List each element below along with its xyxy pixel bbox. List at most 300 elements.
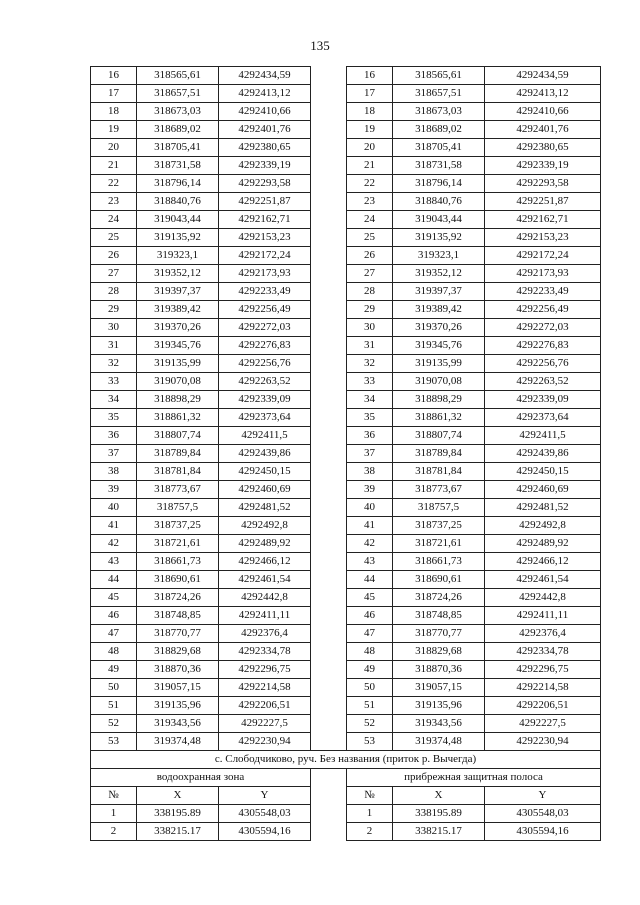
y-coordinate-cell: 4292450,15 [219, 463, 311, 481]
table-row [91, 283, 601, 301]
y-coordinate-cell: 4292492,8 [485, 517, 601, 535]
table-row [91, 265, 601, 283]
table-row [91, 805, 601, 823]
point-number-cell: 36 [347, 427, 393, 445]
table-row [91, 409, 601, 427]
point-number-cell: 26 [347, 247, 393, 265]
y-coordinate-cell: 4292339,09 [219, 391, 311, 409]
y-coordinate-cell: 4292293,58 [485, 175, 601, 193]
column-gap [311, 391, 347, 409]
x-coordinate-cell: 318689,02 [137, 121, 219, 139]
column-gap [311, 121, 347, 139]
x-coordinate-cell: 318748,85 [137, 607, 219, 625]
x-coordinate-cell: 318789,84 [137, 445, 219, 463]
x-coordinate-cell: 318861,32 [393, 409, 485, 427]
x-coordinate-cell: 319323,1 [137, 247, 219, 265]
zone-heading-row [91, 769, 601, 787]
y-coordinate-cell: 4305594,16 [485, 823, 601, 841]
column-gap [311, 409, 347, 427]
y-coordinate-cell: 4292411,5 [485, 427, 601, 445]
y-coordinate-cell: 4292251,87 [219, 193, 311, 211]
point-number-cell: 32 [91, 355, 137, 373]
point-number-cell: 38 [91, 463, 137, 481]
y-coordinate-cell: 4292153,23 [485, 229, 601, 247]
x-coordinate-cell: 318748,85 [393, 607, 485, 625]
x-coordinate-cell: 338195.89 [137, 805, 219, 823]
table-row [91, 211, 601, 229]
point-number-cell: 26 [91, 247, 137, 265]
table-row [91, 373, 601, 391]
y-coordinate-cell: 4292233,49 [219, 283, 311, 301]
x-coordinate-cell: 319397,37 [393, 283, 485, 301]
point-number-cell: 39 [347, 481, 393, 499]
y-coordinate-cell: 4292461,54 [219, 571, 311, 589]
column-gap [311, 211, 347, 229]
point-number-cell: 29 [347, 301, 393, 319]
point-number-cell: 52 [347, 715, 393, 733]
x-coordinate-cell: 319370,26 [393, 319, 485, 337]
y-coordinate-cell: 4292334,78 [219, 643, 311, 661]
column-gap [311, 139, 347, 157]
column-gap [311, 607, 347, 625]
y-coordinate-cell: 4305594,16 [219, 823, 311, 841]
point-number-cell: 40 [91, 499, 137, 517]
point-number-cell: 47 [347, 625, 393, 643]
column-gap [311, 445, 347, 463]
y-coordinate-cell: 4292263,52 [485, 373, 601, 391]
column-gap [311, 553, 347, 571]
table-row [91, 67, 601, 85]
x-coordinate-cell: 318657,51 [137, 85, 219, 103]
y-coordinate-cell: 4292413,12 [219, 85, 311, 103]
coordinates-table [90, 66, 601, 841]
y-coordinate-cell: 4292489,92 [485, 535, 601, 553]
x-coordinate-cell: 319043,44 [137, 211, 219, 229]
point-number-cell: 34 [347, 391, 393, 409]
x-coordinate-cell: 318807,74 [393, 427, 485, 445]
y-coordinate-cell: 4292442,8 [219, 589, 311, 607]
water-protection-zone-heading: водоохранная зона [91, 769, 311, 787]
x-coordinate-cell: 319397,37 [137, 283, 219, 301]
y-coordinate-cell: 4292410,66 [219, 103, 311, 121]
y-coordinate-cell: 4292460,69 [485, 481, 601, 499]
table-row [91, 607, 601, 625]
column-gap [311, 229, 347, 247]
point-number-cell: 46 [91, 607, 137, 625]
table-row [91, 481, 601, 499]
y-coordinate-cell: 4292206,51 [485, 697, 601, 715]
column-gap [311, 805, 347, 823]
table-row [91, 553, 601, 571]
point-number-cell: 24 [347, 211, 393, 229]
point-number-cell: 27 [91, 265, 137, 283]
table-row [91, 643, 601, 661]
point-number-cell: 38 [347, 463, 393, 481]
column-gap [311, 67, 347, 85]
y-coordinate-cell: 4292489,92 [219, 535, 311, 553]
point-number-cell: 42 [91, 535, 137, 553]
point-number-cell: 16 [347, 67, 393, 85]
y-coordinate-cell: 4292214,58 [219, 679, 311, 697]
x-coordinate-cell: 319343,56 [393, 715, 485, 733]
x-coordinate-cell: 318673,03 [393, 103, 485, 121]
point-number-cell: 31 [347, 337, 393, 355]
column-gap [311, 535, 347, 553]
y-coordinate-cell: 4292339,19 [485, 157, 601, 175]
point-number-cell: 22 [347, 175, 393, 193]
y-coordinate-cell: 4292401,76 [485, 121, 601, 139]
column-header-x: X [137, 787, 219, 805]
x-coordinate-cell: 318870,36 [393, 661, 485, 679]
column-gap [311, 157, 347, 175]
y-coordinate-cell: 4292272,03 [219, 319, 311, 337]
table-row [91, 661, 601, 679]
table-row [91, 823, 601, 841]
column-gap [311, 643, 347, 661]
x-coordinate-cell: 338215.17 [137, 823, 219, 841]
point-number-cell: 29 [91, 301, 137, 319]
column-header-y: Y [485, 787, 601, 805]
point-number-cell: 23 [91, 193, 137, 211]
table-row [91, 121, 601, 139]
table-row [91, 229, 601, 247]
x-coordinate-cell: 319070,08 [393, 373, 485, 391]
section-title: с. Слободчиково, руч. Без названия (приток р. Вычегда) [91, 751, 601, 769]
y-coordinate-cell: 4292461,54 [485, 571, 601, 589]
x-coordinate-cell: 319370,26 [137, 319, 219, 337]
column-gap [311, 715, 347, 733]
y-coordinate-cell: 4292172,24 [219, 247, 311, 265]
y-coordinate-cell: 4292263,52 [219, 373, 311, 391]
x-coordinate-cell: 318565,61 [137, 67, 219, 85]
y-coordinate-cell: 4292276,83 [219, 337, 311, 355]
x-coordinate-cell: 318737,25 [393, 517, 485, 535]
y-coordinate-cell: 4292380,65 [219, 139, 311, 157]
table-row [91, 679, 601, 697]
point-number-cell: 24 [91, 211, 137, 229]
y-coordinate-cell: 4292227,5 [219, 715, 311, 733]
table-row [91, 715, 601, 733]
point-number-cell: 1 [91, 805, 137, 823]
column-gap [311, 193, 347, 211]
point-number-cell: 20 [91, 139, 137, 157]
y-coordinate-cell: 4292230,94 [219, 733, 311, 751]
point-number-cell: 48 [91, 643, 137, 661]
column-gap [311, 427, 347, 445]
column-gap [311, 175, 347, 193]
column-gap [311, 769, 347, 787]
y-coordinate-cell: 4292276,83 [485, 337, 601, 355]
point-number-cell: 41 [347, 517, 393, 535]
x-coordinate-cell: 318689,02 [393, 121, 485, 139]
y-coordinate-cell: 4292272,03 [485, 319, 601, 337]
point-number-cell: 25 [347, 229, 393, 247]
point-number-cell: 50 [347, 679, 393, 697]
x-coordinate-cell: 319352,12 [137, 265, 219, 283]
x-coordinate-cell: 318721,61 [393, 535, 485, 553]
y-coordinate-cell: 4292173,93 [485, 265, 601, 283]
point-number-cell: 1 [347, 805, 393, 823]
x-coordinate-cell: 319374,48 [393, 733, 485, 751]
table-row [91, 157, 601, 175]
x-coordinate-cell: 318721,61 [137, 535, 219, 553]
column-gap [311, 355, 347, 373]
point-number-cell: 21 [347, 157, 393, 175]
point-number-cell: 23 [347, 193, 393, 211]
column-gap [311, 319, 347, 337]
x-coordinate-cell: 318796,14 [393, 175, 485, 193]
column-gap [311, 373, 347, 391]
column-gap [311, 265, 347, 283]
column-gap [311, 697, 347, 715]
y-coordinate-cell: 4292413,12 [485, 85, 601, 103]
x-coordinate-cell: 318705,41 [393, 139, 485, 157]
y-coordinate-cell: 4292376,4 [219, 625, 311, 643]
point-number-cell: 28 [347, 283, 393, 301]
x-coordinate-cell: 318770,77 [137, 625, 219, 643]
y-coordinate-cell: 4292481,52 [485, 499, 601, 517]
x-coordinate-cell: 319343,56 [137, 715, 219, 733]
point-number-cell: 34 [91, 391, 137, 409]
point-number-cell: 41 [91, 517, 137, 535]
point-number-cell: 18 [91, 103, 137, 121]
x-coordinate-cell: 318773,67 [137, 481, 219, 499]
y-coordinate-cell: 4292251,87 [485, 193, 601, 211]
point-number-cell: 52 [91, 715, 137, 733]
column-gap [311, 589, 347, 607]
table-row [91, 571, 601, 589]
x-coordinate-cell: 319135,96 [137, 697, 219, 715]
point-number-cell: 45 [347, 589, 393, 607]
point-number-cell: 35 [347, 409, 393, 427]
y-coordinate-cell: 4292460,69 [219, 481, 311, 499]
point-number-cell: 51 [91, 697, 137, 715]
y-coordinate-cell: 4292214,58 [485, 679, 601, 697]
x-coordinate-cell: 319352,12 [393, 265, 485, 283]
point-number-cell: 45 [91, 589, 137, 607]
y-coordinate-cell: 4292410,66 [485, 103, 601, 121]
point-number-cell: 46 [347, 607, 393, 625]
x-coordinate-cell: 319057,15 [393, 679, 485, 697]
x-coordinate-cell: 318657,51 [393, 85, 485, 103]
table-row [91, 517, 601, 535]
y-coordinate-cell: 4292466,12 [485, 553, 601, 571]
column-header-x: X [393, 787, 485, 805]
y-coordinate-cell: 4305548,03 [219, 805, 311, 823]
y-coordinate-cell: 4292376,4 [485, 625, 601, 643]
column-gap [311, 103, 347, 121]
y-coordinate-cell: 4292256,76 [485, 355, 601, 373]
table-row [91, 85, 601, 103]
x-coordinate-cell: 319135,99 [393, 355, 485, 373]
x-coordinate-cell: 318731,58 [137, 157, 219, 175]
table-row [91, 139, 601, 157]
table-row [91, 733, 601, 751]
column-gap [311, 301, 347, 319]
point-number-cell: 42 [347, 535, 393, 553]
table-row [91, 319, 601, 337]
point-number-cell: 49 [347, 661, 393, 679]
y-coordinate-cell: 4292173,93 [219, 265, 311, 283]
column-gap [311, 679, 347, 697]
point-number-cell: 48 [347, 643, 393, 661]
point-number-cell: 47 [91, 625, 137, 643]
point-number-cell: 40 [347, 499, 393, 517]
point-number-cell: 53 [91, 733, 137, 751]
x-coordinate-cell: 338215.17 [393, 823, 485, 841]
table-row [91, 445, 601, 463]
column-gap [311, 625, 347, 643]
column-gap [311, 733, 347, 751]
y-coordinate-cell: 4292162,71 [485, 211, 601, 229]
y-coordinate-cell: 4292256,49 [219, 301, 311, 319]
point-number-cell: 39 [91, 481, 137, 499]
table-row [91, 589, 601, 607]
column-gap [311, 517, 347, 535]
column-header-no: № [91, 787, 137, 805]
x-coordinate-cell: 318840,76 [137, 193, 219, 211]
y-coordinate-cell: 4292450,15 [485, 463, 601, 481]
x-coordinate-cell: 319135,92 [393, 229, 485, 247]
x-coordinate-cell: 318898,29 [137, 391, 219, 409]
y-coordinate-cell: 4292339,09 [485, 391, 601, 409]
point-number-cell: 31 [91, 337, 137, 355]
point-number-cell: 22 [91, 175, 137, 193]
point-number-cell: 33 [347, 373, 393, 391]
x-coordinate-cell: 318773,67 [393, 481, 485, 499]
y-coordinate-cell: 4292434,59 [219, 67, 311, 85]
x-coordinate-cell: 319070,08 [137, 373, 219, 391]
y-coordinate-cell: 4292206,51 [219, 697, 311, 715]
point-number-cell: 44 [91, 571, 137, 589]
page-number: 135 [310, 38, 330, 53]
y-coordinate-cell: 4292439,86 [219, 445, 311, 463]
x-coordinate-cell: 318690,61 [137, 571, 219, 589]
column-gap [311, 481, 347, 499]
point-number-cell: 50 [91, 679, 137, 697]
x-coordinate-cell: 318565,61 [393, 67, 485, 85]
point-number-cell: 2 [91, 823, 137, 841]
column-header-no: № [347, 787, 393, 805]
y-coordinate-cell: 4292227,5 [485, 715, 601, 733]
x-coordinate-cell: 318781,84 [393, 463, 485, 481]
table-row [91, 535, 601, 553]
x-coordinate-cell: 318673,03 [137, 103, 219, 121]
x-coordinate-cell: 318770,77 [393, 625, 485, 643]
x-coordinate-cell: 319374,48 [137, 733, 219, 751]
column-gap [311, 571, 347, 589]
y-coordinate-cell: 4292373,64 [219, 409, 311, 427]
x-coordinate-cell: 318829,68 [137, 643, 219, 661]
point-number-cell: 37 [91, 445, 137, 463]
x-coordinate-cell: 318724,26 [393, 589, 485, 607]
y-coordinate-cell: 4305548,03 [485, 805, 601, 823]
table-row [91, 427, 601, 445]
y-coordinate-cell: 4292411,11 [485, 607, 601, 625]
x-coordinate-cell: 319345,76 [393, 337, 485, 355]
table-row [91, 301, 601, 319]
point-number-cell: 19 [347, 121, 393, 139]
point-number-cell: 53 [347, 733, 393, 751]
x-coordinate-cell: 318757,5 [393, 499, 485, 517]
point-number-cell: 44 [347, 571, 393, 589]
y-coordinate-cell: 4292162,71 [219, 211, 311, 229]
table-row [91, 247, 601, 265]
y-coordinate-cell: 4292411,5 [219, 427, 311, 445]
table-row [91, 463, 601, 481]
y-coordinate-cell: 4292293,58 [219, 175, 311, 193]
point-number-cell: 17 [91, 85, 137, 103]
coastal-strip-heading: прибрежная защитная полоса [347, 769, 601, 787]
y-coordinate-cell: 4292256,49 [485, 301, 601, 319]
y-coordinate-cell: 4292296,75 [485, 661, 601, 679]
point-number-cell: 33 [91, 373, 137, 391]
column-gap [311, 661, 347, 679]
table-row [91, 103, 601, 121]
table-row [91, 175, 601, 193]
column-gap [311, 85, 347, 103]
x-coordinate-cell: 318807,74 [137, 427, 219, 445]
column-gap [311, 499, 347, 517]
point-number-cell: 19 [91, 121, 137, 139]
y-coordinate-cell: 4292434,59 [485, 67, 601, 85]
y-coordinate-cell: 4292339,19 [219, 157, 311, 175]
y-coordinate-cell: 4292411,11 [219, 607, 311, 625]
table-row [91, 499, 601, 517]
point-number-cell: 20 [347, 139, 393, 157]
x-coordinate-cell: 319345,76 [137, 337, 219, 355]
x-coordinate-cell: 338195.89 [393, 805, 485, 823]
column-gap [311, 823, 347, 841]
x-coordinate-cell: 318789,84 [393, 445, 485, 463]
x-coordinate-cell: 319389,42 [393, 301, 485, 319]
point-number-cell: 2 [347, 823, 393, 841]
point-number-cell: 30 [347, 319, 393, 337]
table-row [91, 697, 601, 715]
column-gap [311, 463, 347, 481]
column-header-y: Y [219, 787, 311, 805]
point-number-cell: 36 [91, 427, 137, 445]
point-number-cell: 32 [347, 355, 393, 373]
column-header-row [91, 787, 601, 805]
column-gap [311, 787, 347, 805]
x-coordinate-cell: 319135,99 [137, 355, 219, 373]
x-coordinate-cell: 318781,84 [137, 463, 219, 481]
table-row [91, 355, 601, 373]
y-coordinate-cell: 4292296,75 [219, 661, 311, 679]
y-coordinate-cell: 4292230,94 [485, 733, 601, 751]
x-coordinate-cell: 318737,25 [137, 517, 219, 535]
point-number-cell: 37 [347, 445, 393, 463]
x-coordinate-cell: 318724,26 [137, 589, 219, 607]
table-row [91, 337, 601, 355]
section-title-row [91, 751, 601, 769]
x-coordinate-cell: 318829,68 [393, 643, 485, 661]
x-coordinate-cell: 318757,5 [137, 499, 219, 517]
x-coordinate-cell: 318840,76 [393, 193, 485, 211]
column-gap [311, 283, 347, 301]
x-coordinate-cell: 318870,36 [137, 661, 219, 679]
column-gap [311, 247, 347, 265]
y-coordinate-cell: 4292481,52 [219, 499, 311, 517]
y-coordinate-cell: 4292256,76 [219, 355, 311, 373]
x-coordinate-cell: 319389,42 [137, 301, 219, 319]
point-number-cell: 25 [91, 229, 137, 247]
x-coordinate-cell: 319323,1 [393, 247, 485, 265]
x-coordinate-cell: 318690,61 [393, 571, 485, 589]
y-coordinate-cell: 4292172,24 [485, 247, 601, 265]
y-coordinate-cell: 4292233,49 [485, 283, 601, 301]
